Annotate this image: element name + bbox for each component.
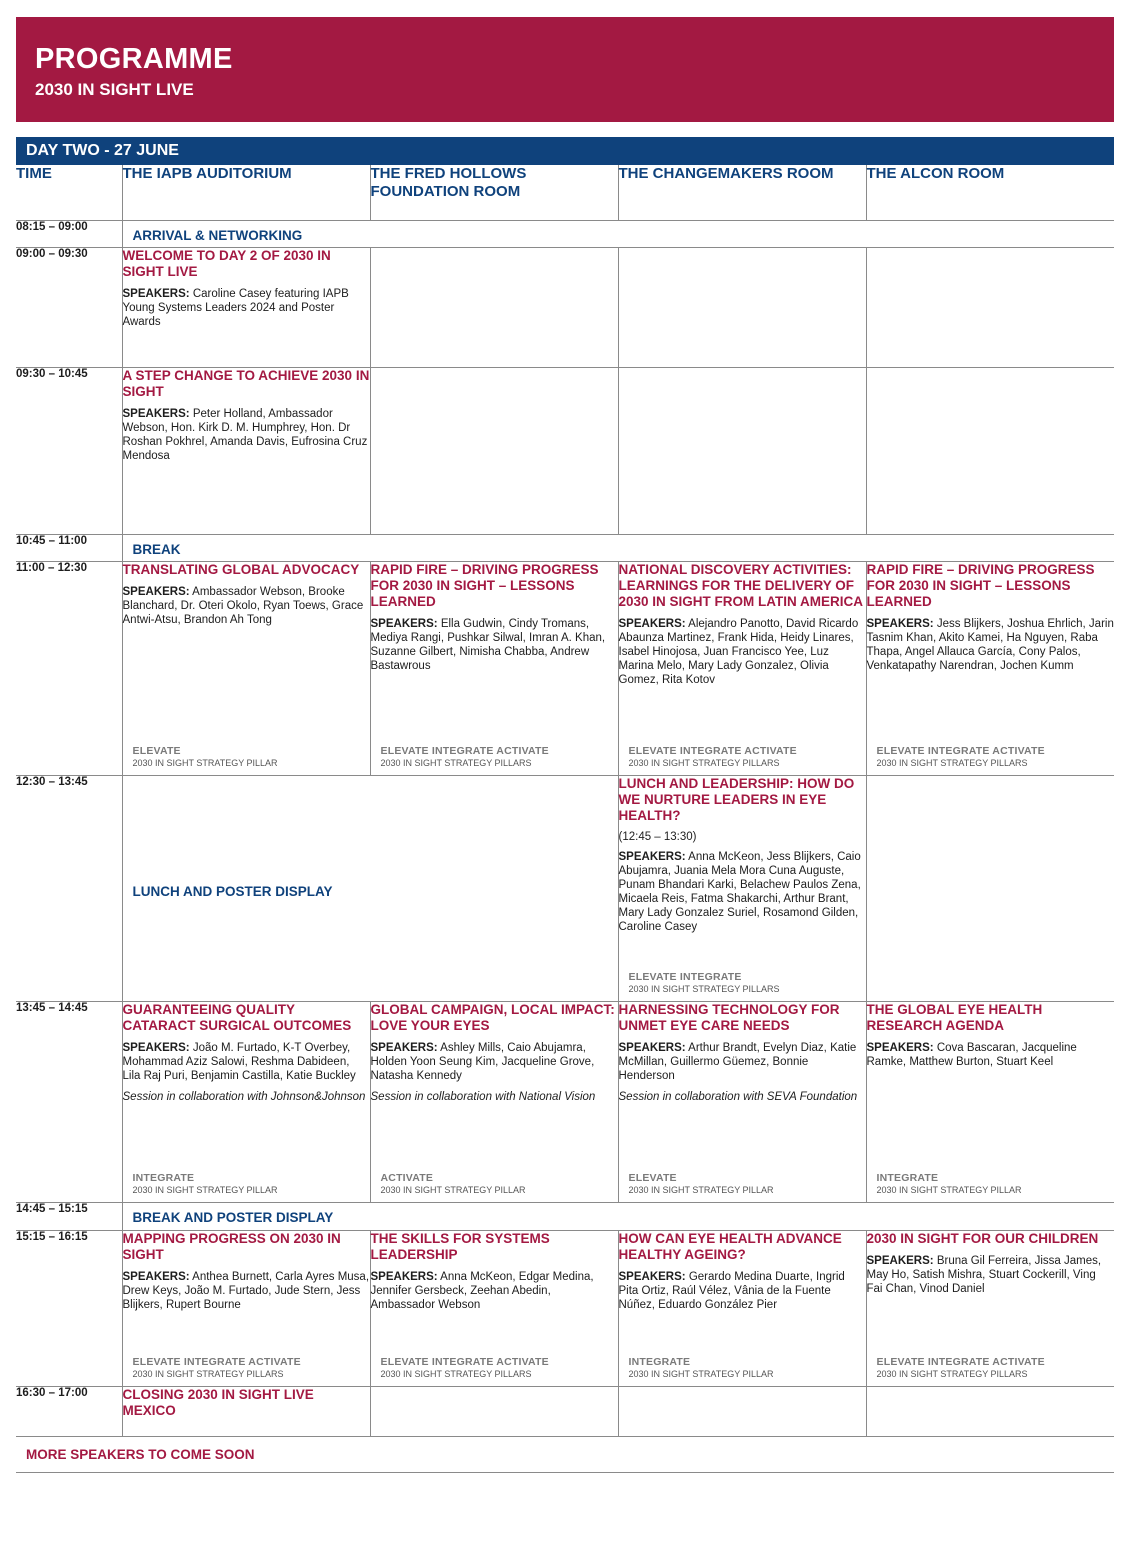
pillar-tags: ELEVATE INTEGRATE ACTIVATE	[380, 744, 549, 757]
session-speakers	[619, 850, 866, 934]
pillar-tags: ELEVATE	[628, 1171, 677, 1184]
session-speakers	[867, 1254, 1115, 1296]
speakers-label: SPEAKERS:	[122, 407, 190, 420]
strategy-pillar	[629, 971, 780, 994]
day-bar	[16, 137, 1114, 165]
speakers-label: SPEAKERS:	[618, 1041, 686, 1054]
speakers-label: SPEAKERS:	[866, 1254, 934, 1267]
row-time: 10:45 – 11:00	[16, 534, 122, 561]
pillar-tags: ELEVATE	[132, 744, 181, 757]
column-header-row	[16, 165, 1114, 220]
pillar-label: 2030 IN SIGHT STRATEGY PILLAR	[876, 1184, 1022, 1195]
session-speakers	[123, 287, 370, 329]
session-speakers	[619, 617, 866, 687]
session-title: A STEP CHANGE TO ACHIEVE 2030 IN SIGHT	[122, 367, 370, 399]
session-cell	[122, 1230, 370, 1386]
column-header-alcon-room: THE ALCON ROOM	[866, 165, 1114, 220]
table-row	[16, 534, 1114, 561]
speakers-list: Bruna Gil Ferreira, Jissa James, May Ho, Satish Mishra, Stuart Cockerill, Ving Fai Chan, Vinod Daniel	[866, 1254, 1102, 1295]
session-speakers	[123, 1270, 370, 1312]
pillar-label: 2030 IN SIGHT STRATEGY PILLARS	[380, 1368, 532, 1379]
strategy-pillar	[381, 1356, 549, 1379]
session-cell	[370, 1001, 618, 1202]
speakers-list: Jess Blijkers, Joshua Ehrlich, Jarin Tasnim Khan, Akito Kamei, Ha Nguyen, Raba Thapa, Angel Allauca García, Cony Palos, Venkatapathy Narendran, Jochen Kumm	[866, 617, 1114, 672]
speakers-label: SPEAKERS:	[866, 1041, 934, 1054]
pillar-label: 2030 IN SIGHT STRATEGY PILLAR	[628, 1184, 774, 1195]
strategy-pillar	[381, 745, 549, 768]
session-speakers	[371, 617, 618, 673]
table-row	[16, 367, 1114, 534]
session-cell	[122, 534, 1114, 561]
pillar-label: 2030 IN SIGHT STRATEGY PILLARS	[628, 757, 780, 768]
session-title: ARRIVAL & NETWORKING	[132, 227, 303, 243]
table-row	[16, 1386, 1114, 1436]
speakers-list: Anna McKeon, Jess Blijkers, Caio Abujamra, Juania Mela Mora Cuna Auguste, Punam Bhandari Karki, Belachew Paulos Zena, Micaela Reis, Fatma Shakarchi, Arthur Brant, Mary Lady Gonzalez Suriel, Rosamond Gilden, Caroline Casey	[618, 850, 861, 933]
programme-table	[16, 165, 1114, 1437]
column-header-fred-hollows-room: THE FRED HOLLOWS FOUNDATION ROOM	[370, 165, 618, 220]
speakers-list: Gerardo Medina Duarte, Ingrid Pita Ortiz, Raúl Vélez, Vânia de la Fuente Núñez, Eduardo González Pier	[618, 1270, 845, 1311]
empty-cell	[866, 1386, 1114, 1436]
session-speakers	[619, 1041, 866, 1083]
session-cell	[370, 1230, 618, 1386]
session-speakers	[371, 1041, 618, 1083]
session-title: TRANSLATING GLOBAL ADVOCACY	[122, 561, 360, 577]
speakers-label: SPEAKERS:	[370, 617, 438, 630]
session-speakers	[619, 1270, 866, 1312]
row-time: 11:00 – 12:30	[16, 561, 122, 775]
speakers-label: SPEAKERS:	[866, 617, 934, 630]
row-time: 08:15 – 09:00	[16, 220, 122, 247]
pillar-tags: ACTIVATE	[380, 1171, 434, 1184]
row-time: 09:00 – 09:30	[16, 247, 122, 367]
session-title: THE GLOBAL EYE HEALTH RESEARCH AGENDA	[866, 1001, 1043, 1033]
speakers-label: SPEAKERS:	[370, 1041, 438, 1054]
session-cell	[122, 1202, 1114, 1230]
session-time-note: (12:45 – 13:30)	[618, 830, 697, 843]
pillar-label: 2030 IN SIGHT STRATEGY PILLARS	[132, 1368, 284, 1379]
speakers-list: Caroline Casey featuring IAPB Young Systems Leaders 2024 and Poster Awards	[122, 287, 349, 328]
session-speakers	[123, 1041, 370, 1083]
strategy-pillar	[629, 1356, 774, 1379]
pillar-label: 2030 IN SIGHT STRATEGY PILLARS	[628, 983, 780, 994]
session-cell	[122, 1001, 370, 1202]
strategy-pillar	[629, 1172, 774, 1195]
pillar-tags: INTEGRATE	[876, 1171, 939, 1184]
pillar-tags: ELEVATE INTEGRATE ACTIVATE	[628, 744, 797, 757]
table-row	[16, 1001, 1114, 1202]
session-title: HOW CAN EYE HEALTH ADVANCE HEALTHY AGEING?	[618, 1230, 842, 1262]
session-title: GUARANTEEING QUALITY CATARACT SURGICAL OUTCOMES	[122, 1001, 352, 1033]
session-title: BREAK	[132, 541, 181, 557]
session-cell	[618, 1230, 866, 1386]
session-cell	[866, 1230, 1114, 1386]
session-title: 2030 IN SIGHT FOR OUR CHILDREN	[866, 1230, 1099, 1246]
pillar-label: 2030 IN SIGHT STRATEGY PILLAR	[380, 1184, 526, 1195]
speakers-list: Anna McKeon, Edgar Medina, Jennifer Gersbeck, Zeehan Abedin, Ambassador Webson	[370, 1270, 594, 1311]
session-speakers	[123, 407, 370, 463]
footer-note: MORE SPEAKERS TO COME SOON	[26, 1447, 255, 1462]
strategy-pillar	[133, 745, 278, 768]
pillar-label: 2030 IN SIGHT STRATEGY PILLAR	[132, 757, 278, 768]
speakers-label: SPEAKERS:	[122, 1041, 190, 1054]
session-title: THE SKILLS FOR SYSTEMS LEADERSHIP	[370, 1230, 550, 1262]
speakers-label: SPEAKERS:	[122, 287, 190, 300]
session-speakers	[867, 617, 1115, 673]
session-title: BREAK AND POSTER DISPLAY	[132, 1209, 334, 1225]
session-cell	[618, 1001, 866, 1202]
empty-cell	[866, 367, 1114, 534]
column-header-changemakers-room: THE CHANGEMAKERS ROOM	[618, 165, 866, 220]
speakers-label: SPEAKERS:	[122, 585, 190, 598]
session-collaboration: Session in collaboration with National Vision	[370, 1090, 596, 1103]
empty-cell	[618, 367, 866, 534]
session-title: GLOBAL CAMPAIGN, LOCAL IMPACT: LOVE YOUR EYES	[370, 1001, 615, 1033]
table-row	[16, 1230, 1114, 1386]
session-cell	[122, 220, 1114, 247]
session-title: CLOSING 2030 IN SIGHT LIVE MEXICO	[122, 1386, 314, 1418]
row-time: 15:15 – 16:15	[16, 1230, 122, 1386]
session-cell	[122, 367, 370, 534]
session-collaboration: Session in collaboration with Johnson&Johnson	[122, 1090, 366, 1103]
pillar-label: 2030 IN SIGHT STRATEGY PILLARS	[876, 757, 1028, 768]
day-label: DAY TWO - 27 JUNE	[26, 142, 179, 159]
speakers-label: SPEAKERS:	[618, 850, 686, 863]
row-time: 09:30 – 10:45	[16, 367, 122, 534]
speakers-label: SPEAKERS:	[122, 1270, 190, 1283]
speakers-list: Ashley Mills, Caio Abujamra, Holden Yoon Seung Kim, Jacqueline Grove, Natasha Kennedy	[370, 1041, 595, 1082]
pillar-tags: ELEVATE INTEGRATE	[628, 970, 742, 983]
session-cell	[122, 561, 370, 775]
session-title: WELCOME TO DAY 2 OF 2030 IN SIGHT LIVE	[122, 247, 331, 279]
table-row	[16, 561, 1114, 775]
strategy-pillar	[877, 745, 1045, 768]
speakers-list: Arthur Brandt, Evelyn Diaz, Katie McMillan, Guillermo Güemez, Bonnie Henderson	[618, 1041, 857, 1082]
session-cell	[866, 561, 1114, 775]
speakers-list: Anthea Burnett, Carla Ayres Musa, Drew Keys, João M. Furtado, Jude Stern, Jess Blijkers, Rupert Bourne	[122, 1270, 370, 1311]
table-row	[16, 247, 1114, 367]
strategy-pillar	[133, 1172, 278, 1195]
session-title: MAPPING PROGRESS ON 2030 IN SIGHT	[122, 1230, 341, 1262]
session-speakers	[371, 1270, 618, 1312]
session-cell	[618, 775, 866, 1001]
table-row	[16, 1202, 1114, 1230]
lunch-title: LUNCH AND POSTER DISPLAY	[132, 883, 333, 899]
row-time: 12:30 – 13:45	[16, 775, 122, 1001]
empty-cell	[370, 367, 618, 534]
empty-cell	[618, 1386, 866, 1436]
lunch-cell	[122, 775, 618, 1001]
session-cell	[122, 1386, 370, 1436]
page-subtitle: 2030 IN SIGHT LIVE	[35, 80, 194, 99]
session-collaboration: Session in collaboration with SEVA Foundation	[618, 1090, 858, 1103]
strategy-pillar	[381, 1172, 526, 1195]
session-cell	[370, 561, 618, 775]
footer-divider	[16, 1472, 1114, 1473]
pillar-tags: ELEVATE INTEGRATE ACTIVATE	[876, 744, 1045, 757]
empty-cell	[370, 247, 618, 367]
row-time: 13:45 – 14:45	[16, 1001, 122, 1202]
session-title: RAPID FIRE – DRIVING PROGRESS FOR 2030 IN SIGHT – LESSONS LEARNED	[866, 561, 1095, 609]
row-time: 14:45 – 15:15	[16, 1202, 122, 1230]
table-row	[16, 775, 1114, 1001]
pillar-label: 2030 IN SIGHT STRATEGY PILLARS	[380, 757, 532, 768]
pillar-label: 2030 IN SIGHT STRATEGY PILLAR	[132, 1184, 278, 1195]
speakers-list: Ambassador Webson, Brooke Blanchard, Dr. Oteri Okolo, Ryan Toews, Grace Antwi-Atsu, Brandon Ah Tong	[122, 585, 364, 626]
pillar-tags: INTEGRATE	[628, 1355, 691, 1368]
session-title: RAPID FIRE – DRIVING PROGRESS FOR 2030 IN SIGHT – LESSONS LEARNED	[370, 561, 599, 609]
empty-cell	[866, 775, 1114, 1001]
pillar-tags: ELEVATE INTEGRATE ACTIVATE	[132, 1355, 301, 1368]
header-band	[16, 17, 1114, 122]
strategy-pillar	[877, 1172, 1022, 1195]
session-speakers	[867, 1041, 1115, 1069]
strategy-pillar	[877, 1356, 1045, 1379]
session-cell	[618, 561, 866, 775]
pillar-label: 2030 IN SIGHT STRATEGY PILLARS	[876, 1368, 1028, 1379]
pillar-tags: ELEVATE INTEGRATE ACTIVATE	[380, 1355, 549, 1368]
session-speakers	[123, 585, 370, 627]
speakers-label: SPEAKERS:	[618, 617, 686, 630]
speakers-label: SPEAKERS:	[618, 1270, 686, 1283]
column-header-time: TIME	[16, 165, 122, 220]
pillar-tags: ELEVATE INTEGRATE ACTIVATE	[876, 1355, 1045, 1368]
strategy-pillar	[629, 745, 797, 768]
session-cell	[122, 247, 370, 367]
session-title: HARNESSING TECHNOLOGY FOR UNMET EYE CARE NEEDS	[618, 1001, 840, 1033]
table-row	[16, 220, 1114, 247]
speakers-label: SPEAKERS:	[370, 1270, 438, 1283]
empty-cell	[618, 247, 866, 367]
session-title: NATIONAL DISCOVERY ACTIVITIES: LEARNINGS FOR THE DELIVERY OF 2030 IN SIGHT FROM LATIN AMERICA	[618, 561, 864, 609]
row-time: 16:30 – 17:00	[16, 1386, 122, 1436]
session-cell	[866, 1001, 1114, 1202]
speakers-list: Cova Bascaran, Jacqueline Ramke, Matthew Burton, Stuart Keel	[866, 1041, 1077, 1068]
speakers-list: Peter Holland, Ambassador Webson, Hon. Kirk D. M. Humphrey, Hon. Dr Roshan Pokhrel, Amanda Davis, Eufrosina Cruz Mendosa	[122, 407, 368, 462]
pillar-tags: INTEGRATE	[132, 1171, 195, 1184]
column-header-iapb-auditorium: THE IAPB AUDITORIUM	[122, 165, 370, 220]
session-title: LUNCH AND LEADERSHIP: HOW DO WE NURTURE LEADERS IN EYE HEALTH?	[618, 775, 855, 823]
empty-cell	[866, 247, 1114, 367]
strategy-pillar	[133, 1356, 301, 1379]
pillar-label: 2030 IN SIGHT STRATEGY PILLAR	[628, 1368, 774, 1379]
speakers-list: Alejandro Panotto, David Ricardo Abaunza Martinez, Frank Hida, Heidy Linares, Isabel Hinojosa, Juan Francisco Yee, Luz Marina Melo, Mary Lady Gonzalez, Olivia Gomez, Rita Kotov	[618, 617, 859, 686]
empty-cell	[370, 1386, 618, 1436]
speakers-list: Ella Gudwin, Cindy Tromans, Mediya Rangi, Pushkar Silwal, Imran A. Khan, Suzanne Gilbert, Nimisha Chabba, Andrew Bastawrous	[370, 617, 606, 672]
speakers-list: João M. Furtado, K-T Overbey, Mohammad Aziz Salowi, Reshma Dabideen, Lila Raj Puri, Benjamin Castilla, Katie Buckley	[122, 1041, 356, 1082]
page-title: PROGRAMME	[35, 43, 233, 75]
